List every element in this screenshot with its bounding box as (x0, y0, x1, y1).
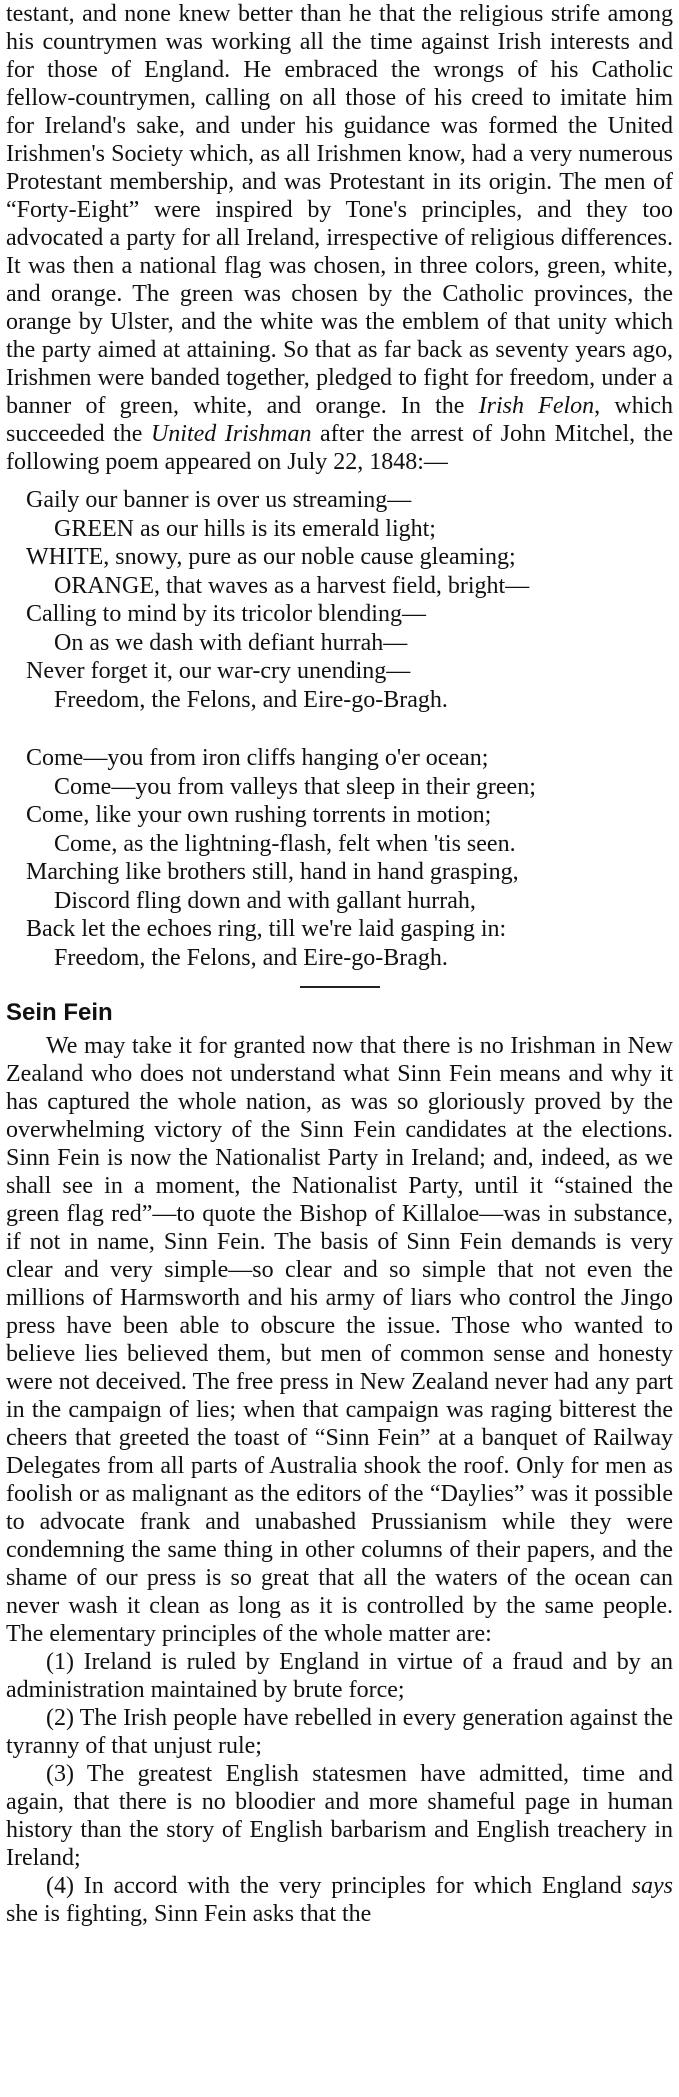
poem-line: WHITE, snowy, pure as our noble cause gleaming; (26, 544, 516, 570)
poem-line: Back let the echoes ring, till we're laid gasping in: (26, 916, 507, 942)
intro-paragraph (6, 0, 673, 476)
principle-item-1: (1) Ireland is ruled by England in virtue of a fraud and by an administration maintained by brute force; (6, 1649, 673, 1703)
poem-line: ORANGE, that waves as a harvest field, bright— (54, 572, 530, 599)
poem-line: Come—you from iron cliffs hanging o'er ocean; (26, 745, 489, 771)
poem-line: Come, as the lightning-flash, felt when 'tis seen. (54, 830, 516, 857)
stanza-gap (26, 714, 673, 744)
poem-line: Never forget it, our war-cry unending— (26, 658, 411, 684)
newspaper-title-united-irishman: United Irishman (150, 421, 312, 447)
poem-line: Gaily our banner is over us streaming— (26, 487, 412, 513)
poem-line: Come, like your own rushing torrents in motion; (26, 802, 492, 828)
section-divider (300, 986, 380, 988)
item-4-text-end: she is fighting, Sinn Fein asks that the (6, 1901, 372, 1927)
item-4-italic-word: says (631, 1873, 673, 1899)
principle-item-2: (2) The Irish people have rebelled in every generation against the tyranny of that unjust rule; (6, 1705, 673, 1759)
poem-line: GREEN as our hills is its emerald light; (54, 515, 436, 542)
section-paragraph: We may take it for granted now that there is no Irishman in New Zealand who does not understand what Sinn Fein means and why it has captured the whole nation, as was so gloriously proved by the overwhelming victory of the Sinn Fein candidates at the elections. Sinn Fein is now the Nationalist Party in Ireland; and, indeed, as we shall see in a moment, the Nationalist Party, until it “stained the green flag red”—to quote the Bishop of Killaloe—was in substance, if not in name, Sinn Fein. The basis of Sinn Fein demands is very clear and very simple—so clear and so simple that not even the millions of Harmsworth and his army of liars who control the Jingo press have been able to obscure the issue. Those who wanted to believe lies believed them, but men of common sense and honesty were not deceived. The free press in New Zealand never had any part in the campaign of lies; when that campaign was raging bitterest the cheers that greeted the toast of “Sinn Fein” at a banquet of Railway Delegates from all parts of Australia shook the roof. Only for men as foolish or as malignant as the editors of the “Daylies” was it possible to advocate frank and unabashed Prussianism while they were condemning the same thing in other columns of their papers, and the shame of our press is so great that all the waters of the ocean can never wash it clean as long as it is controlled by the same people. The elementary principles of the whole matter are: (6, 1033, 673, 1647)
poem-line: Freedom, the Felons, and Eire-go-Bragh. (54, 944, 448, 971)
intro-text-end: after the arrest of John Mitchel, the following poem appeared on July 22, 1848:— (6, 421, 674, 475)
poem-stanza-2 (26, 744, 673, 972)
poem-line: Come—you from valleys that sleep in their green; (54, 773, 536, 800)
poem (26, 486, 673, 972)
intro-text-between: , which succeeded the (6, 393, 674, 447)
poem-line: Marching like brothers still, hand in hand grasping, (26, 859, 519, 885)
newspaper-title-irish-felon: Irish Felon (478, 393, 595, 419)
poem-line: Freedom, the Felons, and Eire-go-Bragh. (54, 686, 448, 713)
section-heading: Sein Fein (6, 999, 113, 1026)
poem-line: On as we dash with defiant hurrah— (54, 629, 408, 656)
poem-stanza-1 (26, 486, 673, 714)
principle-item-4 (6, 1872, 673, 1928)
intro-text: testant, and none knew better than he that the religious strife among his countrymen was working all the time against Irish interests and for those of England. He embraced the wrongs of his Catholic fellow-countrymen, calling on all those of his creed to imitate him for Ireland's sake, and under his guidance was formed the United Irishmen's Society which, as all Irishmen know, had a very numerous Protestant membership, and was Protestant in its origin. The men of “Forty-Eight” were inspired by Tone's principles, and they too advocated a party for all Ireland, irrespective of religious differences. It was then a national flag was chosen, in three colors, green, white, and orange. The green was chosen by the Catholic provinces, the orange by Ulster, and the white was the emblem of that unity which the party aimed at attaining. So that as far back as seventy years ago, Irishmen were banded together, pledged to fight for freedom, under a banner of green, white, and orange. In the (6, 1, 673, 419)
item-4-text: (4) In accord with the very principles for which England (46, 1873, 632, 1899)
poem-line: Discord fling down and with gallant hurrah, (54, 887, 476, 914)
poem-line: Calling to mind by its tricolor blending— (26, 601, 426, 627)
principle-item-3: (3) The greatest English statesmen have admitted, time and again, that there is no bloodier and more shameful page in human history than the story of English barbarism and English treachery in Ireland; (6, 1761, 673, 1871)
